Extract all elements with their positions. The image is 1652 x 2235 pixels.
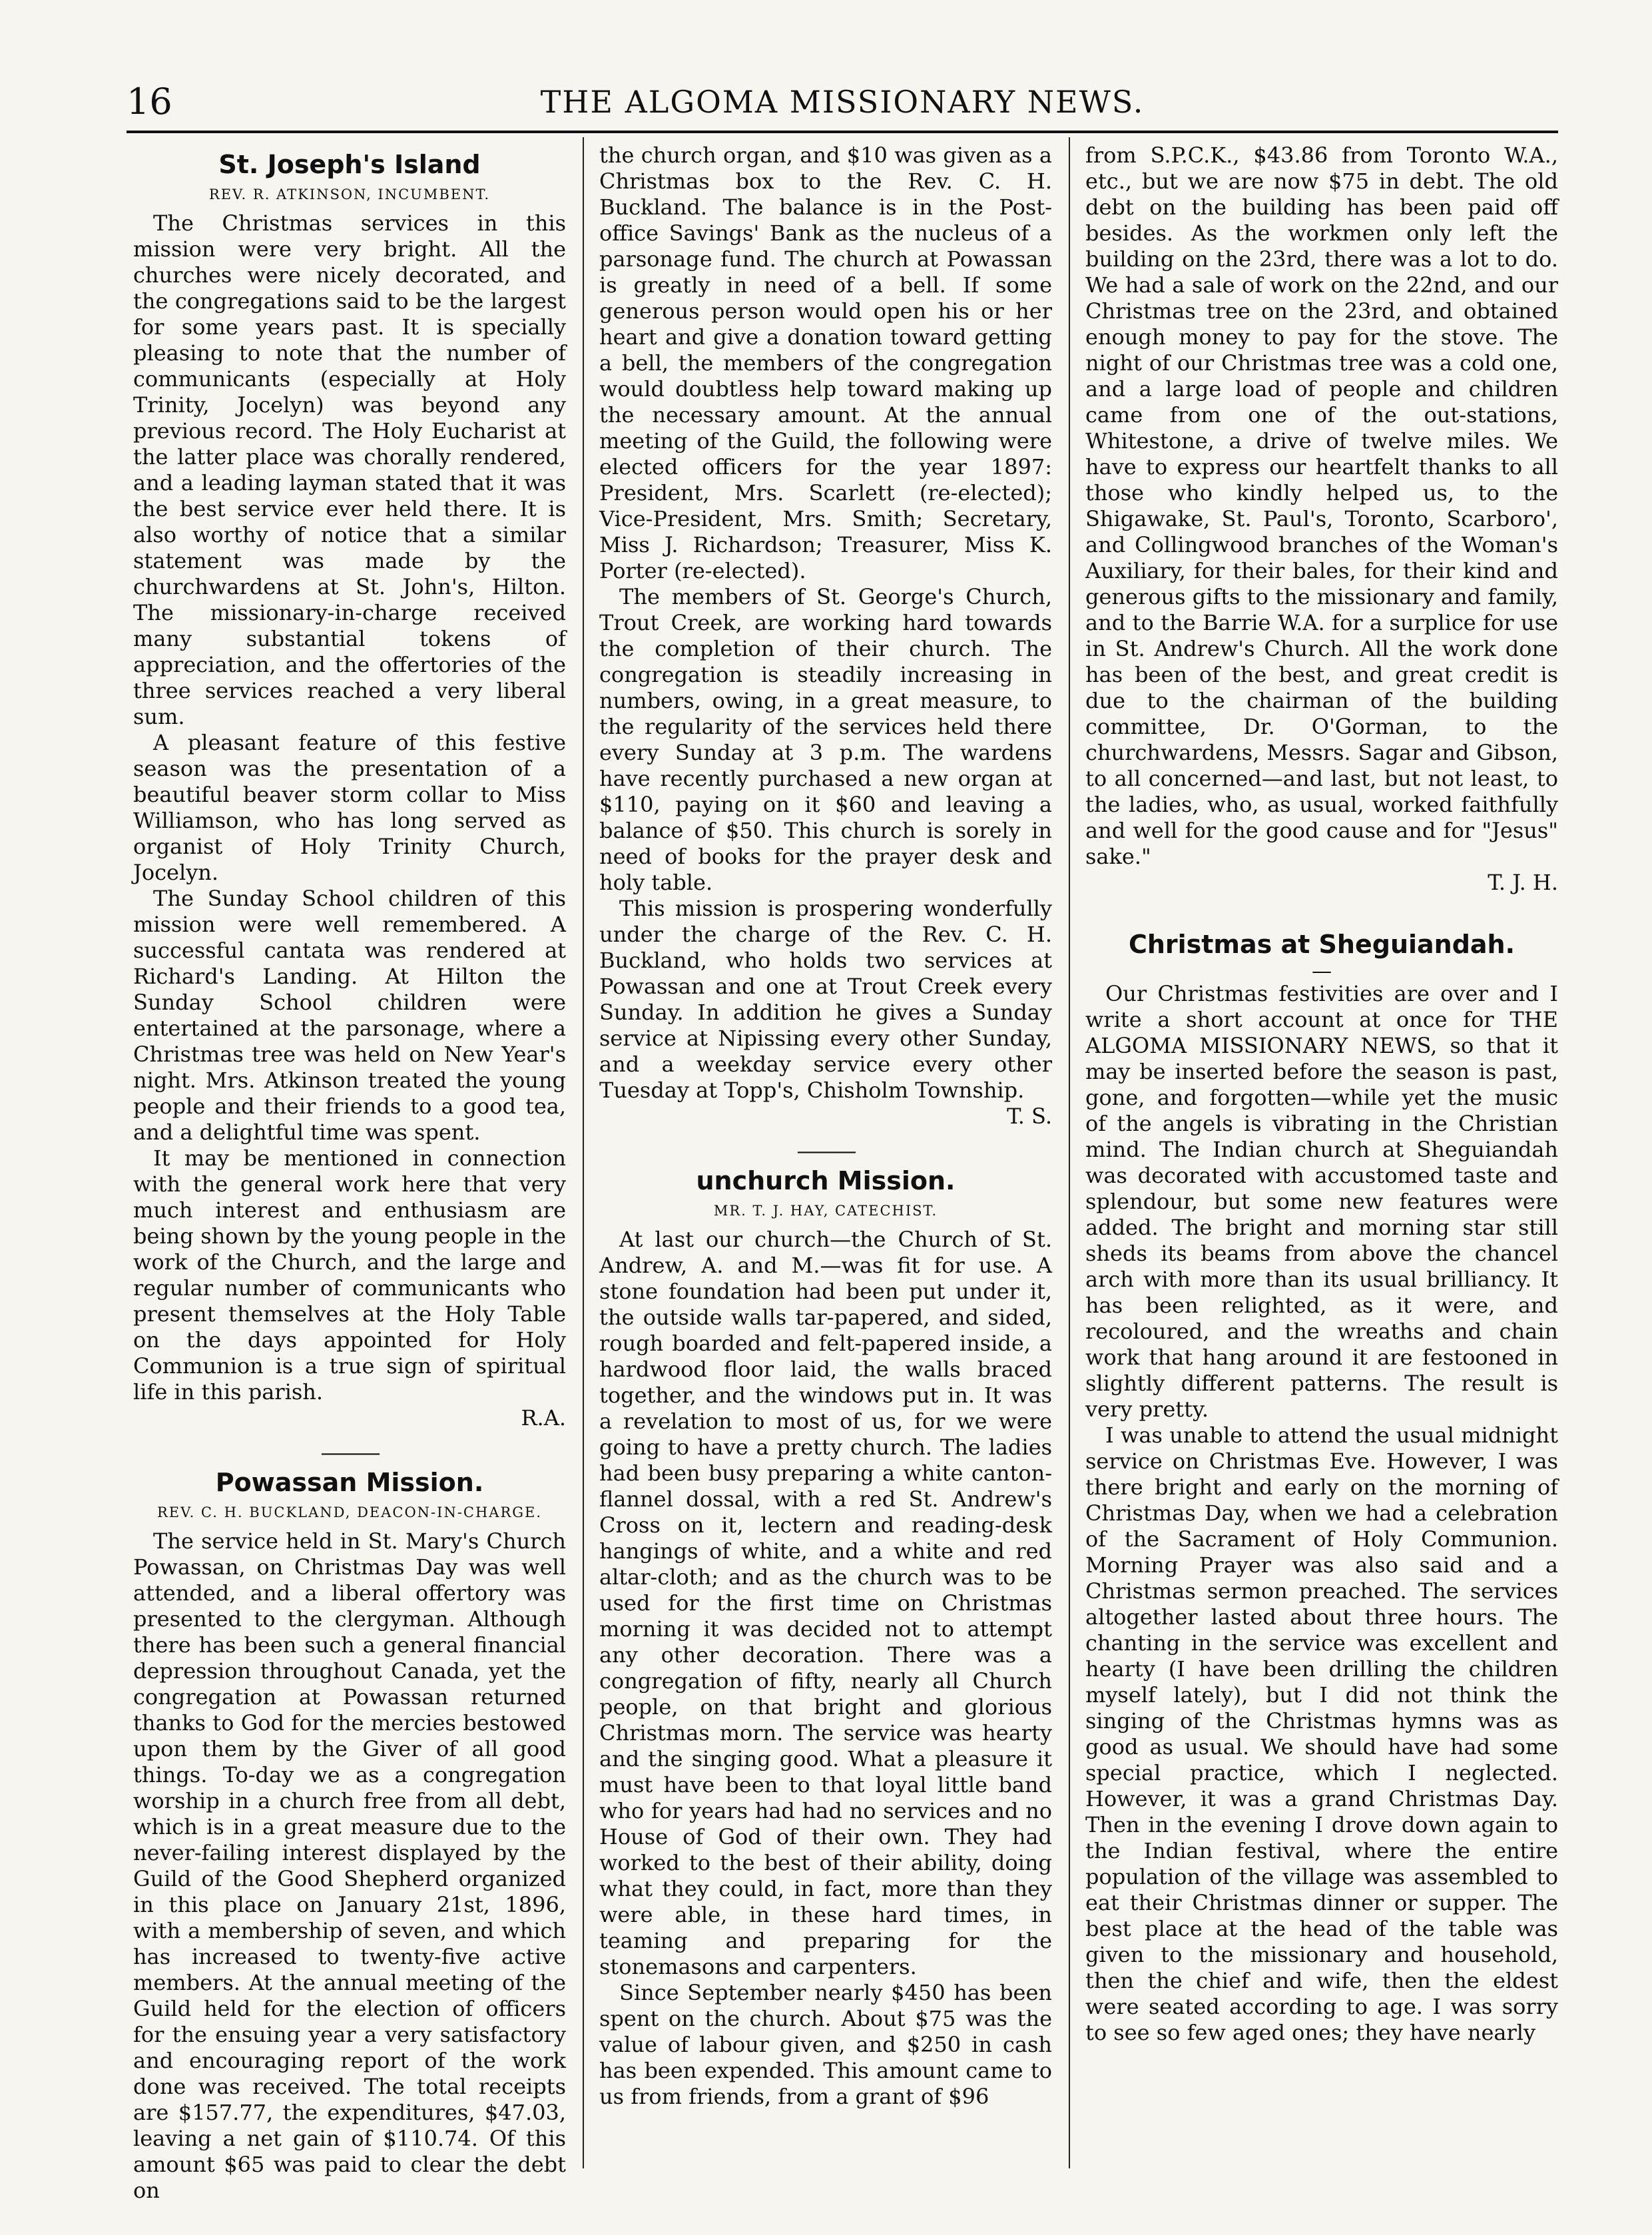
page-number: 16 (127, 81, 172, 123)
page-header (127, 79, 1558, 132)
title-dash: — (1312, 960, 1332, 983)
section-title: Christmas at Sheguiandah. (1128, 930, 1515, 959)
column-2 (599, 143, 1052, 2168)
signature: R.A. (521, 1405, 566, 1431)
column-divider (1069, 137, 1070, 2168)
running-title: THE ALGOMA MISSIONARY NEWS. (540, 84, 1145, 120)
signature: T. S. (1007, 1104, 1052, 1129)
paragraph: from S.P.C.K., $43.86 from Toronto W.A., etc., but we are now $75 in debt. The old debt on the building has been paid off besides. As the workmen only left the building on the 23rd, there was a lot to do. We had a sale of work on the 22nd, and our Christmas tree on the 23rd, and obtained enough money to pay for the stove. The night of our Christmas tree was a cold one, and a large load of people and children came from one of the out-stations, Whitestone, a drive of twelve miles. We have to express our heartfelt thanks to all those who kindly helped us, to the Shigawake, St. Paul's, Toronto, Scarboro', and Collingwood branches of the Woman's Auxiliary, for their bales, for their kind and generous gifts to the missionary and family, and to the Barrie W.A. for a surplice for use in St. Andrew's Church. All the work done has been of the best, and great credit is due to the chairman of the building committee, Dr. O'Gorman, to the churchwardens, Messrs. Sagar and Gibson, to all concerned—and last, but not least, to the ladies, who, as usual, worked faithfully and well for the good cause and for "Jesus" sake." (1085, 143, 1558, 869)
signature: T. J. H. (1488, 870, 1558, 895)
section-title: Powassan Mission. (215, 1468, 484, 1497)
paragraph: A pleasant feature of this festive season was the presentation of a beautiful beaver storm collar to Miss Williamson, who has long served as organist of Holy Trinity Church, Jocelyn. (133, 730, 566, 885)
paragraph: the church organ, and $10 was given as a Christmas box to the Rev. C. H. Buckland. The balance is in the Post-office Savings' Bank as the nucleus of a parsonage fund. The church at Powassan is greatly in need of a bell. If some generous person would open his or her heart and give a donation toward getting a bell, the members of the congregation would doubtless help toward making up the necessary amount. At the annual meeting of the Guild, the following were elected officers for the year 1897: President, Mrs. Scarlett (re-elected); Vice-President, Mrs. Smith; Secretary, Miss J. Richardson; Treasurer, Miss K. Porter (re-elected). (599, 143, 1052, 583)
paragraph: At last our church—the Church of St. Andrew, A. and M.—was fit for use. A stone foundation had been put under it, the outside walls tar-papered, and sided, rough boarded and felt-papered inside, a hardwood floor laid, the walls braced together, and the windows put in. It was a revelation to most of us, for we were going to have a pretty church. The ladies had been busy preparing a white canton-flannel dossal, with a red St. Andrew's Cross on it, lectern and reading-desk hangings of white, and a white and red altar-cloth; and as the church was to be used for the first time on Christmas morning it was decided not to attempt any other decoration. There was a congregation of fifty, nearly all Church people, on that bright and glorious Christmas morn. The service was hearty and the singing good. What a pleasure it must have been to that loyal little band who for years had had no services and no House of God of their own. They had worked to the best of their ability, doing what they could, in fact, more than they were able, in these hard times, in teaming and preparing for the stonemasons and carpenters. (599, 1227, 1052, 1979)
paragraph: This mission is prospering wonderfully under the charge of the Rev. C. H. Buckland, who holds two services at Powassan and one at Trout Creek every Sunday. In addition he gives a Sunday service at Nipissing every other Sunday, and a weekday service every other Tuesday at Topp's, Chisholm Township. (599, 896, 1052, 1103)
section-byline: REV. R. ATKINSON, INCUMBENT. (208, 186, 491, 202)
column-3 (1085, 143, 1558, 2168)
section-byline: MR. T. J. HAY, CATECHIST. (713, 1203, 938, 1219)
spacer (1085, 896, 1558, 922)
paragraph: The members of St. George's Church, Trout Creek, are working hard towards the completion of their church. The congregation is steadily increasing in numbers, owing, in a great measure, to the regularity of the services held there every Sunday at 3 p.m. The wardens have recently purchased a new organ at $110, paying on it $60 and leaving a balance of $50. This church is sorely in need of books for the prayer desk and holy table. (599, 584, 1052, 895)
section-title: unchurch Mission. (696, 1166, 956, 1195)
header-rule (127, 131, 1558, 133)
paragraph: The Sunday School children of this mission were well remembered. A successful cantata was rendered at Richard's Landing. At Hilton the Sunday School children were entertained at the parsonage, where a Christmas tree was held on New Year's night. Mrs. Atkinson treated the young people and their friends to a good tea, and a delightful time was spent. (133, 886, 566, 1145)
section-title: St. Joseph's Island (218, 150, 481, 179)
section-separator: ——— (796, 1138, 855, 1163)
column-1 (133, 143, 566, 2203)
paragraph: I was unable to attend the usual midnight service on Christmas Eve. However, I was there bright and early on the morning of Christmas Day, when we had a celebration of the Sacrament of Holy Communion. Morning Prayer was also said and a Christmas sermon preached. The services altogether lasted about three hours. The chanting in the service was excellent and hearty (I have been drilling the children myself lately), but I did not think the singing of the Christmas hymns was as good as usual. We should have had some special practice, which I neglected. However, it was a grand Christmas Day. Then in the evening I drove down again to the Indian festival, where the entire population of the village was assembled to eat their Christmas dinner or supper. The best place at the head of the table was given to the missionary and household, then the chief and wife, then the eldest were seated according to age. I was sorry to see so few aged ones; they have nearly (1085, 1423, 1558, 2045)
paragraph: The Christmas services in this mission were very bright. All the churches were nicely decorated, and the congregations said to be the largest for some years past. It is specially pleasing to note that the number of communicants (especially at Holy Trinity, Jocelyn) was beyond any previous record. The Holy Eucharist at the latter place was chorally rendered, and a leading layman stated that it was the best service ever held there. It is also worthy of notice that a similar statement was made by the churchwardens at St. John's, Hilton. The missionary-in-charge received many substantial tokens of appreciation, and the offertories of the three services reached a very liberal sum. (133, 210, 566, 729)
section-separator: ——— (320, 1440, 379, 1465)
paragraph: Our Christmas festivities are over and I write a short account at once for THE ALGOMA MISSIONARY NEWS, so that it may be inserted before the season is past, gone, and forgotten—while yet the music of the angels is vibrating in the Christian mind. The Indian church at Sheguiandah was decorated with accustomed taste and splendour, but some new features were added. The bright and morning star still sheds its beams from above the chancel arch with more than its usual brilliancy. It has been relighted, as it were, and recoloured, and the wreaths and chain work that hang around it are festooned in slightly different patterns. The result is very pretty. (1085, 981, 1558, 1422)
paragraph: The service held in St. Mary's Church Powassan, on Christmas Day was well attended, and a liberal offertory was presented to the clergyman. Although there has been such a general financial depression throughout Canada, yet the congregation at Powassan returned thanks to God for the mercies bestowed upon them by the Giver of all good things. To-day we as a congregation worship in a church free from all debt, which is in a great measure due to the never-failing interest displayed by the Guild of the Good Shepherd organized in this place on January 21st, 1896, with a membership of seven, and which has increased to twenty-five active members. At the annual meeting of the Guild held for the election of officers for the ensuing year a very satisfactory and encouraging report of the work done was received. The total receipts are $157.77, the expenditures, $47.03, leaving a net gain of $110.74. Of this amount $65 was paid to clear the debt on (133, 1528, 566, 2203)
paragraph: It may be mentioned in connection with the general work here that very much interest and enthusiasm are being shown by the young people in the work of the Church, and the large and regular number of communicants who present themselves at the Holy Table on the days appointed for Holy Communion is a true sign of spiritual life in this parish. (133, 1145, 566, 1405)
section-byline: REV. C. H. BUCKLAND, DEACON-IN-CHARGE. (156, 1504, 543, 1520)
column-divider (583, 137, 584, 2168)
paragraph: Since September nearly $450 has been spent on the church. About $75 was the value of labour given, and $250 in cash has been expended. This amount came to us from friends, from a grant of $96 (599, 1980, 1052, 2109)
